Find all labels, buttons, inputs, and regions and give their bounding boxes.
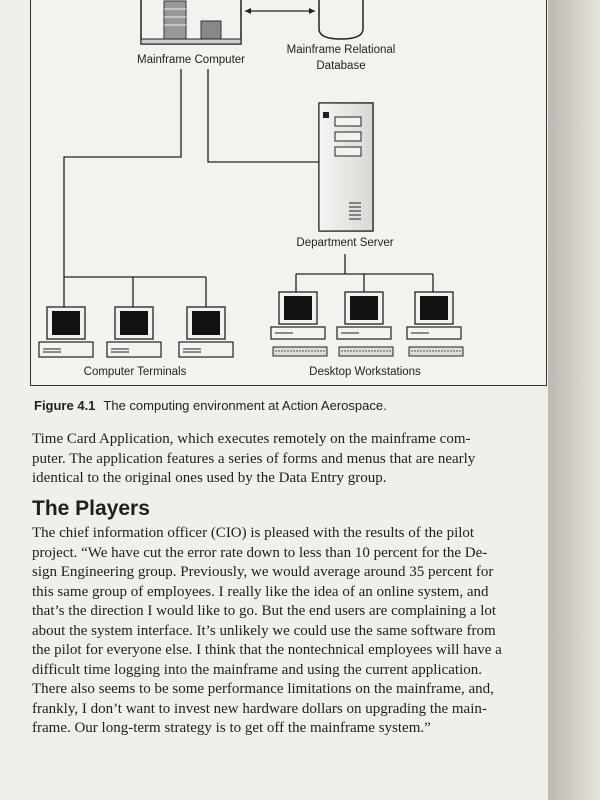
- label-mainframe-db-1: Mainframe Relational: [286, 44, 396, 56]
- text-line: this same group of employees. I really like the idea of an online system, and: [32, 583, 489, 600]
- mainframe-to-terminals-line: [64, 69, 181, 277]
- desktop-workstation: [271, 292, 327, 356]
- figure-4-1-diagram: [30, 0, 547, 386]
- mainframe-computer: [141, 0, 241, 44]
- text-line: There also seems to be some performance limitations on the mainframe, and,: [32, 681, 494, 697]
- network-diagram: [31, 0, 546, 385]
- section-heading: The Players: [32, 497, 150, 520]
- figure-caption-text: The computing environment at Action Aerospace.: [103, 398, 387, 413]
- text-line: difficult time logging into the mainframe and using the current application.: [32, 661, 483, 678]
- label-department-server: Department Server: [296, 237, 394, 249]
- text-line: frame. Our long-term strategy is to get off the mainframe system.”: [32, 720, 431, 736]
- desktop-workstation: [407, 292, 463, 356]
- mainframe-to-server-line: [208, 69, 319, 162]
- text-line: that’s the direction I would like to go. But the end users are complaining a lot: [32, 603, 497, 619]
- label-desktop-workstations: Desktop Workstations: [309, 366, 421, 378]
- computer-terminal: [179, 307, 233, 357]
- mainframe-database: [319, 0, 363, 39]
- intro-paragraph: [32, 430, 476, 489]
- desktop-workstation: [337, 292, 393, 356]
- figure-number: Figure 4.1: [34, 398, 96, 413]
- text-line: the pilot for everyone else. I think that the nontechnical employees will have a: [32, 642, 502, 658]
- text-line: about the system interface. It’s unlikely we could use the same software from: [32, 622, 496, 639]
- label-mainframe-computer: Mainframe Computer: [136, 54, 246, 66]
- players-paragraph: [32, 524, 502, 739]
- text-line: frankly, I don’t want to invest new hardware dollars on upgrading the main-: [32, 700, 487, 717]
- text-line: project. “We have cut the error rate down to less than 10 percent for the De-: [32, 544, 488, 561]
- label-mainframe-db-2: Database: [316, 60, 366, 72]
- text-line: sign Engineering group. Previously, we would average around 35 percent for: [32, 564, 494, 580]
- text-line: puter. The application features a series of forms and menus that are nearly: [32, 450, 476, 467]
- computer-terminal: [107, 307, 161, 357]
- text-line: identical to the original ones used by the Data Entry group.: [32, 470, 387, 486]
- page-edge-shadow: [548, 0, 600, 800]
- department-server: [319, 103, 373, 231]
- label-computer-terminals: Computer Terminals: [83, 366, 187, 378]
- computer-terminal: [39, 307, 93, 357]
- figure-caption: [34, 398, 387, 413]
- text-line: Time Card Application, which executes remotely on the mainframe com-: [32, 431, 471, 447]
- text-line: The chief information officer (CIO) is pleased with the results of the pilot: [32, 525, 475, 541]
